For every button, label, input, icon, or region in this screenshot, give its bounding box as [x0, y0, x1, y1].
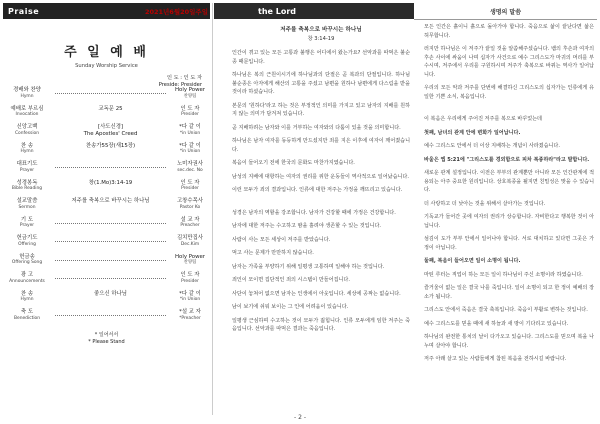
order-row	[3, 124, 210, 143]
leader-en: Preacher	[180, 223, 200, 229]
sermon-paragraph: 러지만 하나님은 이 저주가 끝일 것을 알씀해주셨습니다. 뱀의 후손과 여자의 후손 사이에 싸움이 나며 십자가 사건으로 예수 그리스도가 마귀의 머리를 부수시며, 저주에서 우리를 구원하시며 저주가 축복으로 바뀌는 역사가 일어납니다.	[424, 46, 594, 78]
sermon-paragraph: 바울은 엡 5:21에 "그리스도를 경외함으로 피차 복종하라"라고 말합니다.	[424, 156, 590, 163]
sermon-paragraph: 남자는 가족을 부양하기 위해 일평생 고통하며 일해야 하는 것입니다.	[232, 263, 385, 270]
order-item-leader	[170, 217, 210, 230]
leader-en: Presider	[181, 112, 199, 118]
order-item-leader	[170, 198, 210, 211]
sermon-paragraph: 죄인이 모이면 집단적인 죄의 시스템이 만들어집니다.	[232, 277, 350, 283]
order-row	[3, 180, 210, 199]
order-item-detail	[55, 272, 166, 279]
order-item-label	[3, 309, 51, 322]
order-item-leader	[170, 309, 210, 322]
order-item-label	[3, 217, 51, 230]
sermon-paragraph: 새로운 관계 설정입니다. 이전은 부부의 관계뿐만 아니라 모든 인간관계에 적용되는 아주 중요한 원리입니다. 상호복종을 될지면 친밀성은 맞을 수 있습니다.	[424, 170, 594, 193]
sermon-paragraph: 하나님의 완전한 통치의 날이 다가오고 있습니다. 그리스도를 믿으며 복을 나누며 살아야 합니다.	[424, 334, 594, 349]
stand-note-ko: * 일어서서	[94, 331, 119, 338]
order-row	[3, 217, 210, 236]
order-item-en: Hymn	[20, 149, 34, 155]
order-item-leader	[170, 272, 210, 285]
order-item-ko: 헌금기도	[16, 235, 38, 241]
leader-ko: 고창수목사	[176, 198, 204, 204]
order-item-ko: 신앙고백	[16, 124, 38, 130]
sermon-paragraph: 하나님은 남자 여자를 동등하게 만드셨지만 죄를 지은 이후에 여자이 깨어졌습니다.	[232, 138, 410, 153]
sermon-paragraph: 첫째, 남녀의 관계 안에 변화가 일어납니다.	[424, 129, 521, 136]
sermon-body-1	[232, 49, 410, 334]
sermon-paragraph: 하나님은 복의 근원이시기에 하나님과의 단절은 곧 복과의 단절입니다. 하나님 불순종은 아자에게 해산의 고통을 주셨고 남편을 원하나 남편에게 다스림을 받을 것이라 하셨습니다.	[232, 72, 410, 95]
order-item-detail: 창(1.Mo)3:14-19	[88, 179, 133, 186]
leader-en: Pastor Ko	[179, 204, 201, 210]
leader-ko: 김치만집사	[176, 235, 204, 241]
sermon-paragraph: 이런 모두가 죄의 결과입니다. 인류에 대한 저주는 가정을 깨뜨리고 있습니다.	[232, 187, 403, 193]
sermon-paragraph: 본문의 '원하다'라고 하는 것은 부정적인 의미를 가지고 있고 남자의 지배를 원하지 않는 의미가 담겨져 있습니다.	[232, 102, 410, 117]
order-item-ko: 대표기도	[16, 161, 38, 167]
leader-ko: Holy Power	[174, 87, 206, 93]
order-row	[3, 106, 210, 125]
sermon-column-2	[424, 23, 594, 369]
order-item-ko: 기 도	[20, 216, 34, 223]
order-item-ko: 성경봉독	[16, 179, 38, 186]
leader-ko: 인 도 자	[180, 179, 200, 186]
order-of-worship-panel	[3, 3, 210, 415]
order-item-ko: 경배와 찬양	[13, 87, 41, 93]
order-item-detail: 찬송가55장(새15장)	[85, 142, 136, 149]
sermon-paragraph: 더 사랑하고 더 낮아는 것을 위해서 살아가는 것입니다.	[424, 200, 546, 207]
page-number: - 2 -	[294, 414, 306, 421]
order-row	[3, 291, 210, 310]
order-item-leader	[170, 235, 210, 248]
sermon-reference: 창 3:14-19	[307, 35, 335, 42]
order-item-label	[3, 198, 51, 211]
column-divider	[212, 3, 213, 415]
order-item-en: Hymn	[20, 297, 34, 303]
sermon-paragraph: 남이 보기에 쉬워 보이는 그 인에 어려움이 있습니다.	[232, 304, 349, 310]
sermon-paragraph: 즐거울이 없는 일은 결국 나를 죽입니다. 일이 소명이 되고 한 정이 예배의 장소가 됩니다.	[424, 285, 594, 300]
sermon-paragraph: 그리스도 안에서 죽음은 결국 축복입니다. 죽음이 부활로 변하는 것입니다.	[424, 307, 588, 313]
order-item-label	[3, 291, 51, 304]
sermon-paragraph: 이 복음은 우리에게 주어진 저주를 복으로 바꾸었는데	[424, 116, 542, 122]
order-item-leader	[170, 143, 210, 156]
order-row	[3, 143, 210, 162]
stand-note-en: * Please Stand	[88, 338, 125, 345]
order-item-label	[3, 272, 51, 285]
order-item-leader	[170, 87, 210, 100]
leader-en: *in Union	[179, 297, 201, 303]
stand-note	[3, 332, 210, 346]
sermon-paragraph: 남자에 대한 저주는 수고하고 땀을 흘려야 생존할 수 있는 것입니다.	[232, 223, 382, 229]
order-item-detail	[55, 254, 166, 261]
sermon-column-1	[232, 23, 410, 339]
order-item-leader	[170, 106, 210, 119]
order-row	[3, 87, 210, 106]
presider-en: Preside: Presider	[158, 82, 202, 88]
sermon-body-2	[424, 23, 594, 364]
order-item-detail	[55, 217, 166, 224]
leader-en: 찬양팀	[183, 260, 197, 266]
lord-header-label: the Lord	[258, 6, 296, 16]
order-item-en: Confession	[14, 130, 40, 136]
order-item-label	[3, 143, 51, 156]
leader-ko: 노미자권사	[176, 161, 204, 167]
order-item-en: Prayer	[19, 167, 35, 173]
sermon-paragraph: 모든 인간은 흙이니 흙으로 돌아가야 합니다. 죽음으로 삶이 끝난다면 삶은 허무합니다.	[424, 24, 594, 39]
sermon-paragraph: 우리의 모든 악과 저주를 단번에 해결하신 그리스도의 십자가는 인류에게 유일한 기쁜 소식, 복음입니다.	[424, 85, 594, 100]
praise-header-label: Praise	[8, 6, 40, 16]
sermon-paragraph: 복음이 들어오기 전에 한국의 문화도 마찬가지였습니다.	[232, 160, 355, 166]
order-row	[3, 309, 210, 328]
leader-ko: 인 도 자	[180, 105, 200, 112]
order-row	[3, 235, 210, 254]
leader-en: *in Union	[179, 149, 201, 155]
order-item-ko: 헌금송	[19, 253, 35, 260]
sermon-paragraph: 성경은 남자의 역할을 강조합니다. 남자가 건강할 때에 가정은 건강합니다.	[232, 209, 396, 216]
service-date: 2021년6월20일주일	[144, 7, 208, 16]
order-item-en: Announcements	[9, 278, 45, 284]
sermon-paragraph: 사람이 사는 모든 세상이 저주를 받았습니다.	[232, 236, 331, 243]
sermon-paragraph: 둘째, 복음이 들어오면 일이 소명이 됩니다.	[424, 258, 521, 264]
order-item-label	[3, 254, 51, 267]
order-item-en: Hymn	[20, 93, 34, 99]
order-item-leader	[170, 180, 210, 193]
order-item-en: Invocation	[15, 112, 39, 118]
leader-ko: *다 같 이	[179, 142, 201, 149]
order-item-ko: 설교말씀	[16, 198, 38, 204]
order-item-leader	[170, 254, 210, 267]
leader-en: Dec.Kim	[180, 241, 200, 247]
leader-ko: 인 도 자	[180, 272, 200, 278]
sermon-paragraph	[232, 200, 410, 204]
sermon-paragraph: 곧 지배하려는 남자와 이를 거부하는 여자와의 다툼이 있을 것을 의미합니다.	[232, 124, 401, 131]
order-item-en: Sermon	[18, 204, 36, 210]
leader-en: *in Union	[179, 130, 201, 136]
order-row	[3, 272, 210, 291]
order-item-detail: 교독문 25	[98, 105, 123, 112]
leader-en: Presider	[181, 278, 199, 284]
leader-ko: Holy Power	[174, 253, 206, 260]
order-item-label	[3, 180, 51, 193]
sermon-paragraph: 예수 그리스도를 믿을 때에 새 하늘과 새 땅이 기다리고 있습니다.	[424, 320, 569, 327]
leader-ko: *다 같 이	[179, 290, 201, 297]
leader-ko: *다 같 이	[179, 124, 201, 130]
sermon-paragraph: 남성의 지배에 대항하는 여자의 권리를 위한 운동들이 역사적으로 일어났습니다.	[232, 173, 409, 180]
order-item-ko: 찬 송	[20, 290, 34, 297]
sermon-paragraph: 마틴 루터는 직업이 하는 모든 일이 하나님이 주신 소명이라 하였습니다.	[424, 271, 583, 278]
order-item-leader	[170, 161, 210, 174]
order-item-label	[3, 124, 51, 137]
leader-en: sec.dec. No	[177, 167, 203, 173]
order-item-leader	[170, 291, 210, 304]
order-item-detail	[55, 235, 166, 242]
order-item-label	[3, 106, 51, 119]
order-item-leader	[170, 124, 210, 137]
order-item-detail: 저주를 축복으로 바꾸시는 하나님	[71, 198, 150, 204]
sermon-paragraph: 먹고 사는 문제가 만만하지 않습니다.	[232, 250, 314, 256]
leader-en: *Preacher	[179, 315, 201, 321]
word-of-life-header: 생명의 말씀	[414, 3, 597, 20]
sermon-paragraph	[424, 106, 594, 110]
order-item-ko: 예배로 부르심	[10, 105, 44, 112]
sermon-paragraph: 예수 그리스도 안에서 더 이상 지배하는 개념이 사라졌습니다.	[424, 143, 560, 149]
leader-ko: 설 교 자	[180, 216, 200, 223]
order-item-en: Benediction	[13, 315, 41, 321]
order-item-label	[3, 161, 51, 174]
leader-ko: *설 교 자	[179, 309, 201, 315]
leader-en: Presider	[181, 186, 199, 192]
order-item-detail: [사도신경] The Apostles' Creed	[83, 124, 138, 137]
order-row	[3, 254, 210, 273]
order-item-en: Offering Song	[11, 260, 43, 266]
order-item-ko: 찬 송	[20, 142, 34, 149]
order-row	[3, 198, 210, 217]
order-item-detail	[55, 161, 166, 168]
order-list	[3, 87, 210, 346]
sermon-paragraph: 저주 아래 살고 있는 사람들에게 참된 복음을 전하시길 바랍니다.	[424, 356, 567, 362]
presider-ko: 인 도 : 인 도 자	[166, 75, 202, 81]
order-row	[3, 161, 210, 180]
sermon-paragraph: 사단이 놓쳐어 없으면 남자는 인생에서 아웃입니다. 세상에 공짜는 없습니다.	[232, 290, 401, 297]
order-item-detail: 좋으신 하나님	[94, 290, 127, 297]
sermon-paragraph: 일평생 근심하며 수고하는 것이 모두가 짊힙니다. 인류 모두에게 임한 저주는 죽음입니다. 선악과를 따먹은 결과는 죽음입니다.	[232, 317, 410, 332]
leader-en: 찬양팀	[183, 93, 197, 99]
order-item-en: Prayer	[19, 223, 35, 229]
order-item-label	[3, 87, 51, 100]
service-title: 주 일 예 배	[64, 45, 149, 60]
order-item-en: Bible Reading	[11, 186, 43, 192]
order-item-label	[3, 235, 51, 248]
order-item-detail	[55, 87, 166, 94]
sermon-paragraph: 기독교가 들어간 곳에 여자의 권리가 상승합니다. 자비한다고 행복한 것이 아닙니다.	[424, 214, 594, 229]
sermon-paragraph: 인간이 겪고 있는 모든 고통과 불행은 어디에서 왔는가요? 선악과를 따먹은 불순종 때문입니다.	[232, 50, 410, 65]
sermon-title: 저주를 축복으로 바꾸시는 하나님	[280, 27, 362, 33]
service-subtitle: Sunday Worship Service	[75, 63, 138, 69]
sermon-paragraph: 섬김이 도가 부부 안에서 일어나야 합니다. 서로 대치하고 있다면 그곳은 가정이 아닙니다.	[424, 236, 594, 251]
order-item-en: Offering	[18, 241, 36, 247]
order-item-detail	[55, 309, 166, 316]
order-item-ko: 광 고	[20, 272, 34, 278]
order-item-ko: 축 도	[20, 309, 34, 315]
